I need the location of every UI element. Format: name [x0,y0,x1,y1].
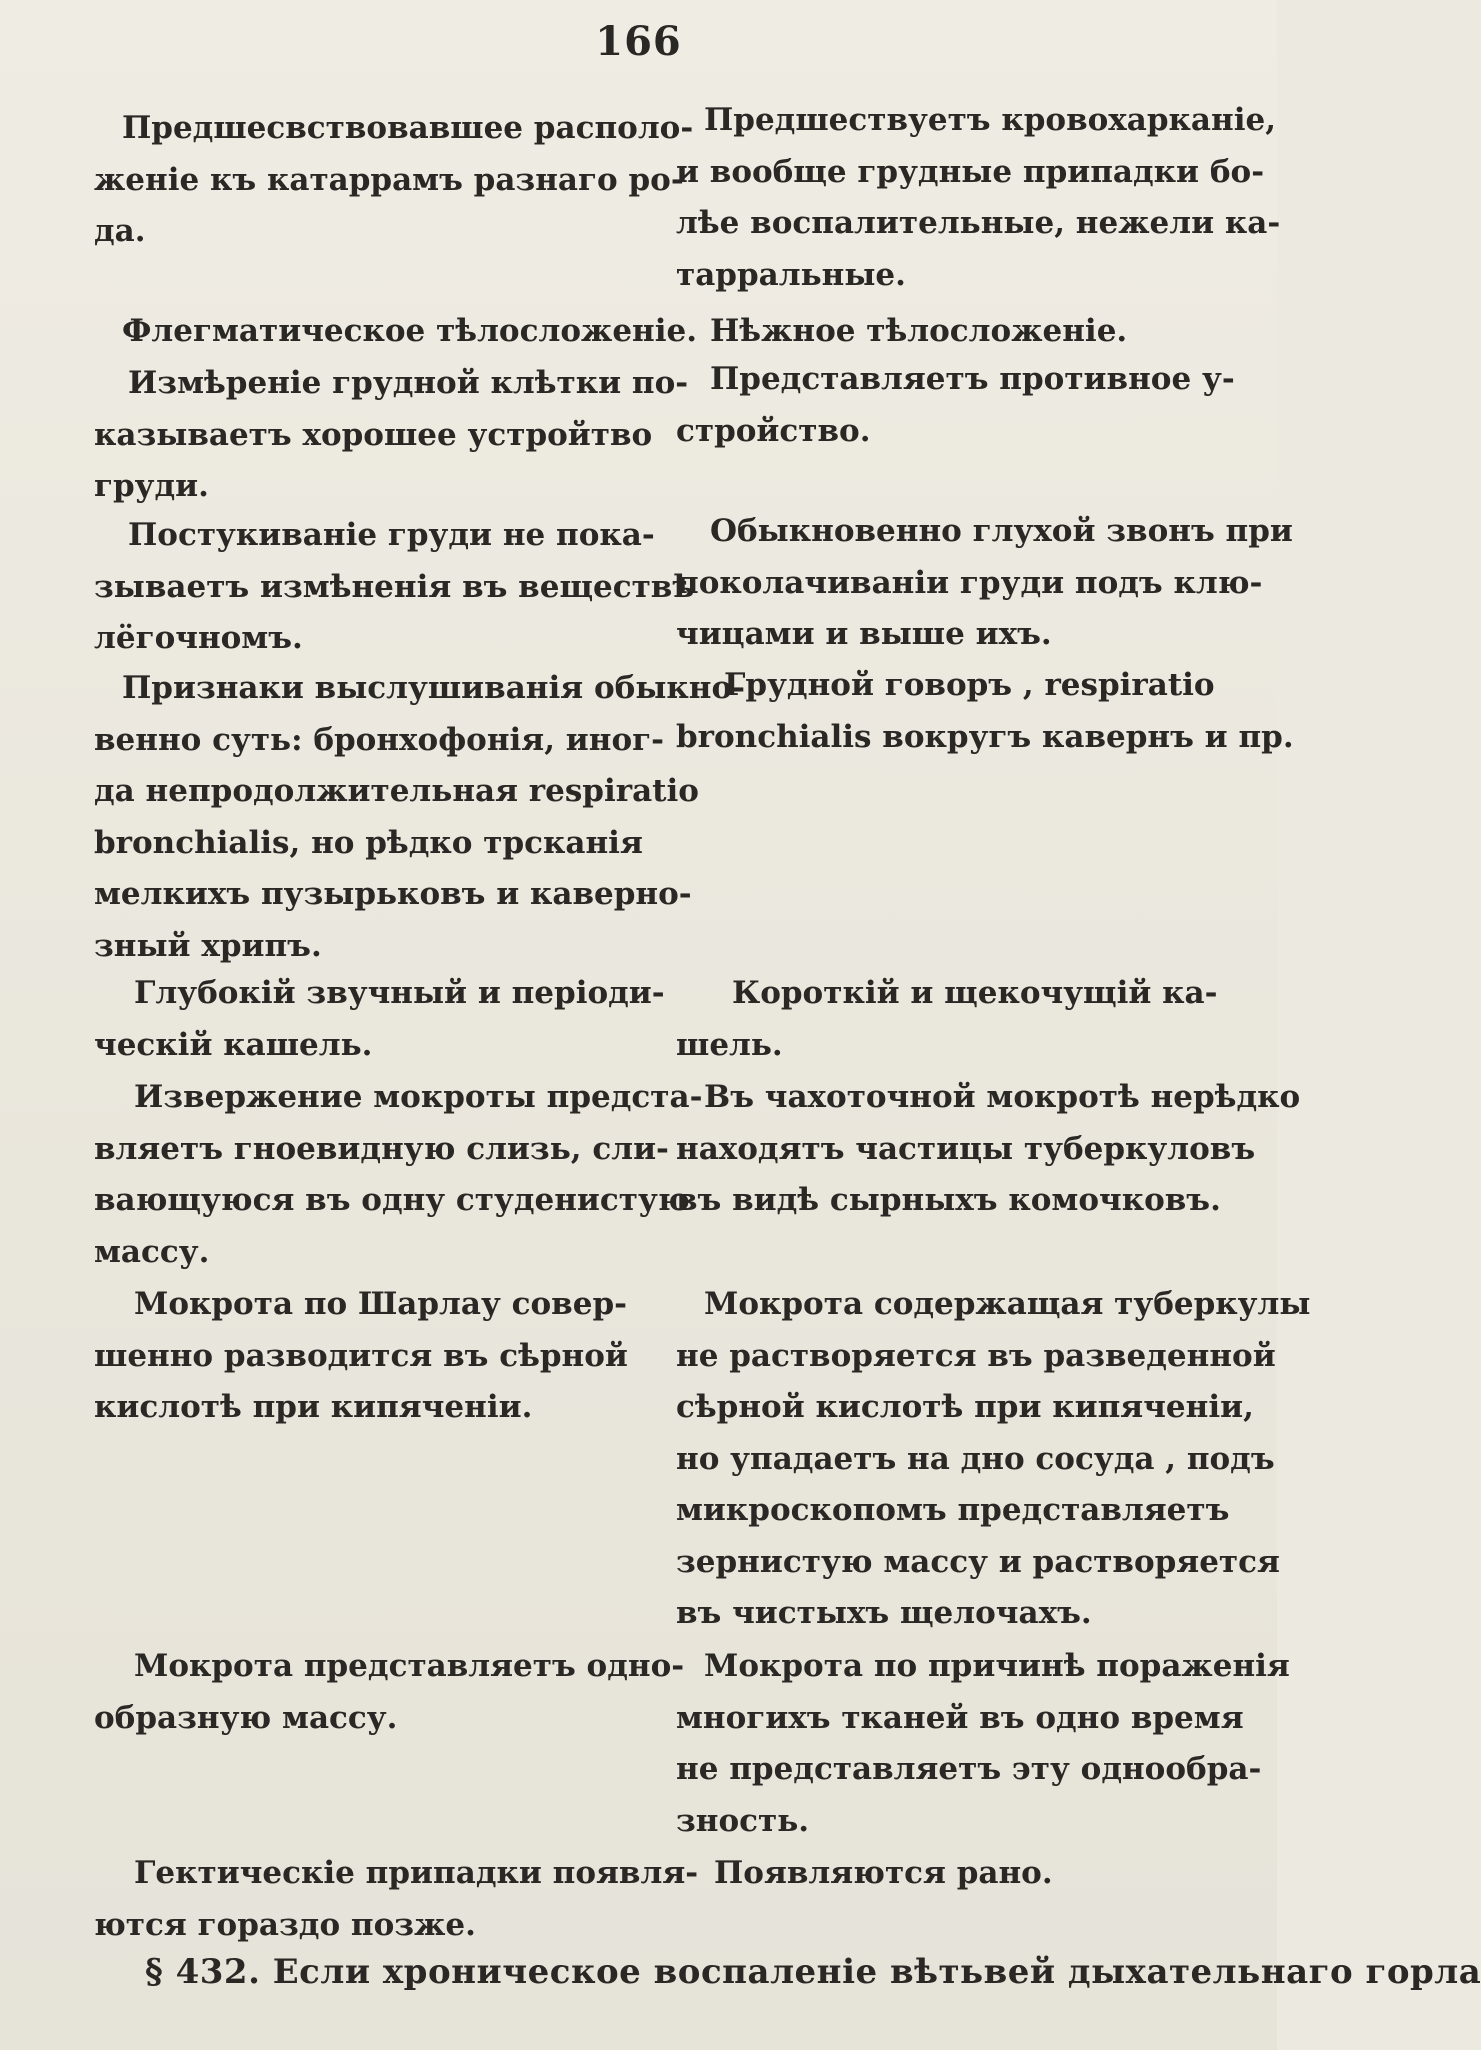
right-cell-hectic [676,1848,1229,1900]
right-cell-percussion [676,506,1293,661]
text-line: да непродолжительная respiratio [94,773,699,809]
text-line: поколачиваніи груди подъ клю- [676,564,1263,601]
text-line: Въ чахоточной мокротѣ нерѣдко [704,1079,1301,1115]
text-line: зность. [676,1802,810,1839]
left-cell-homogeneous [94,1641,685,1744]
text-line: зернистую массу и растворяется [676,1543,1280,1580]
text-line: многихъ тканей въ одно время [676,1699,1244,1736]
right-cell-constitution [676,306,1229,358]
right-cell-sputum [676,1072,1301,1227]
text-line: венно суть: бронхофонія, иног- [94,721,665,758]
page-number: 166 [595,18,682,65]
text-line: шель. [676,1026,783,1063]
text-line: Предшествуетъ кровохарканіе, [704,102,1277,138]
right-cell-predisposition [676,95,1281,301]
text-line: и вообще грудные припадки бо- [676,153,1265,190]
text-line: лѣе воспалительные, нежели ка- [676,205,1281,241]
left-cell-predisposition [94,103,694,258]
text-line: да. [94,213,146,249]
text-line: Гектическіе припадки появля- [134,1855,699,1891]
right-cell-chest-measurement [676,354,1235,457]
text-line: женіе къ катаррамъ разнаго ро- [94,161,684,198]
text-line: груди. [94,468,209,504]
text-line: bronchialis вокругъ кавернъ и пр. [676,718,1294,755]
text-line: массу. [94,1233,210,1270]
right-cell-homogeneous [676,1641,1290,1847]
text-line: не представляетъ эту однообра- [676,1751,1262,1787]
text-line: Постукиваніе груди не пока- [128,517,655,553]
text-line: но упадаетъ на дно сосуда , подъ [676,1440,1275,1477]
right-cell-auscultation [676,660,1294,763]
right-cell-cough [676,968,1229,1071]
text-line: мелкихъ пузырьковъ и каверно- [94,876,692,912]
left-cell-sulfuric-test [94,1279,632,1434]
text-line: Появляются рано. [714,1855,1053,1891]
left-cell-hectic [94,1848,699,1951]
text-line: Мокрота по Шарлау совер- [134,1286,627,1322]
text-line: казываетъ хорошее устройтво [94,416,653,453]
text-line: Мокрота по причинѣ пораженія [704,1648,1290,1684]
text-line: Глубокій звучный и періоди- [134,975,665,1011]
text-line: Флегматическое тѣлосложеніе. [122,313,698,349]
left-cell-sputum [94,1072,703,1278]
text-line: вающуюся въ одну студенистую [94,1182,690,1218]
text-line: Представляетъ противное у- [710,361,1235,397]
text-line: не растворяется въ разведенной [676,1337,1276,1374]
text-line: вляетъ гноевидную слизь, сли- [94,1130,669,1167]
left-cell-constitution [94,306,698,358]
text-line: зный хрипъ. [94,927,322,964]
right-cell-sulfuric-test [676,1279,1311,1640]
left-cell-cough [94,968,665,1071]
text-line: сѣрной кислотѣ при кипяченіи, [676,1389,1254,1425]
text-line: Короткій и щекочущій ка- [732,975,1218,1011]
left-cell-chest-measurement [94,358,689,513]
text-line: bronchialis, но рѣдко трсканія [94,824,643,861]
text-line: образную массу. [94,1699,398,1736]
text-line: въ чистыхъ щелочахъ. [676,1595,1092,1631]
text-line: Извержение мокроты предста- [134,1079,703,1115]
text-line: Нѣжное тѣлосложеніе. [710,313,1128,349]
text-line: Обыкновенно глухой звонъ при [710,513,1293,549]
text-line: ются гораздо позже. [94,1906,476,1943]
text-line: лёгочномъ. [94,620,303,656]
left-cell-percussion [94,510,695,665]
text-line: стройство. [676,412,871,449]
section-paragraph-432: § 432. Если хроническое воспаленіе вѣтьвей дыхательнаго горла [145,1952,1481,1992]
text-line: кислотѣ при кипяченіи. [94,1389,533,1425]
text-line: зываетъ измѣненія въ веществѣ [94,568,695,605]
text-line: Мокрота содержащая туберкулы [704,1286,1311,1322]
text-line: Предшесвствовавшее располо- [122,110,694,146]
text-line: ческій кашель. [94,1026,373,1063]
text-line: чицами и выше ихъ. [676,616,1052,652]
text-line: Признаки выслушиванія обыкно- [122,670,746,706]
text-line: микроскопомъ представляетъ [676,1492,1230,1528]
text-line: Мокрота представляетъ одно- [134,1648,685,1684]
text-line: Грудной говоръ , respiratio [724,667,1215,703]
text-line: тарральные. [676,256,906,293]
text-line: въ видѣ сырныхъ комочковъ. [676,1182,1221,1218]
left-cell-auscultation [94,663,746,972]
text-line: шенно разводится въ сѣрной [94,1337,628,1374]
text-line: находятъ частицы туберкуловъ [676,1130,1256,1167]
text-line: Измѣреніе грудной клѣтки по- [128,365,689,401]
